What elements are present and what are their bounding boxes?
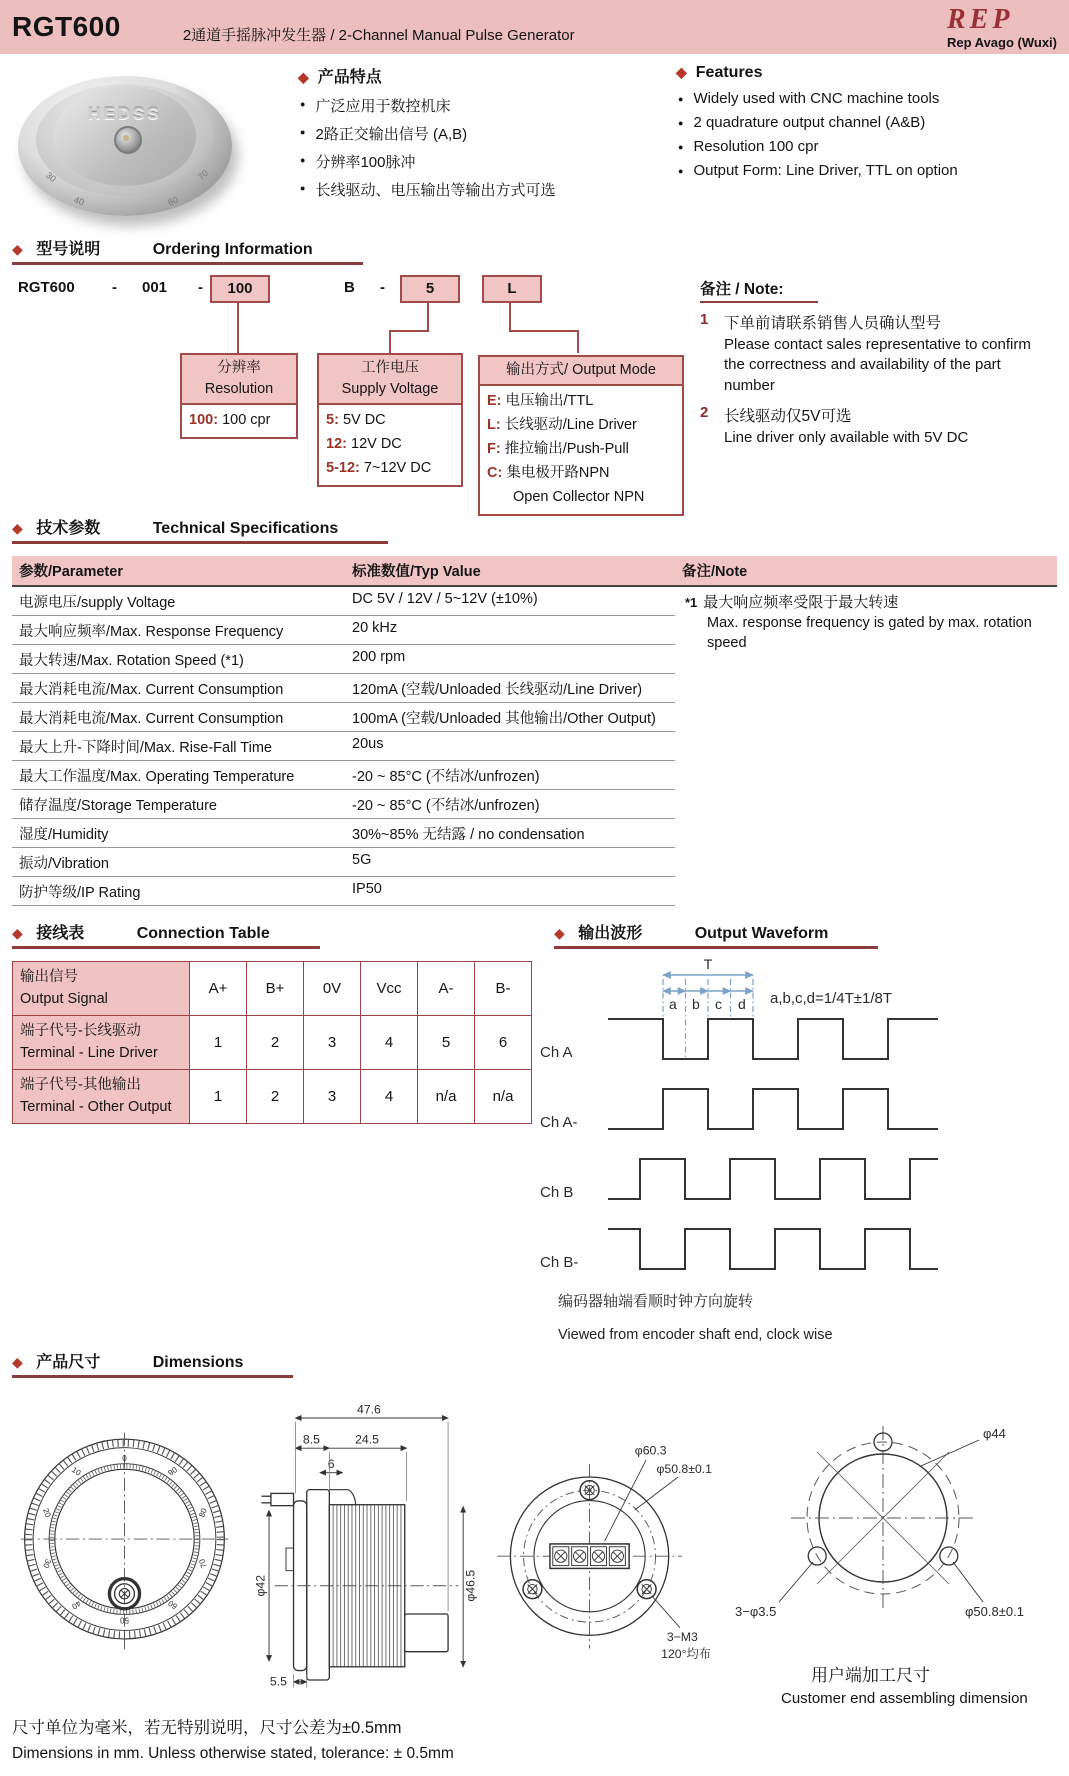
connection-cell: n/a [475, 1070, 532, 1124]
waveform-section [532, 920, 1057, 1343]
model-number: RGT600 [12, 11, 121, 42]
connection-section [12, 920, 532, 1343]
connection-cell: A- [418, 962, 475, 1016]
svg-text:50: 50 [120, 1615, 129, 1625]
front-view-drawing [18, 1390, 237, 1690]
svg-text:φ50.8±0.1: φ50.8±0.1 [964, 1604, 1024, 1619]
brand-logo [946, 3, 1057, 50]
connection-waveform-row [0, 920, 1069, 1343]
rep-logo-subtext: Rep Avago (Wuxi) [946, 34, 1057, 50]
connector-line [577, 330, 579, 353]
svg-text:Ch A: Ch A [540, 1044, 573, 1061]
diamond-icon: ◆ [12, 241, 23, 257]
header-bar [0, 0, 1069, 54]
spec-param: 最大上升-下降时间/Max. Rise-Fall Time [12, 732, 345, 761]
feature-item: ● 2 quadrature output channel (A&B) [678, 114, 926, 131]
section-title-en: Connection Table [136, 925, 270, 942]
connection-cell: 1 [190, 1016, 247, 1070]
svg-text:40: 40 [70, 1598, 83, 1611]
svg-text:Ch B-: Ch B- [540, 1254, 579, 1271]
section-title-cn: 技术参数 [36, 520, 101, 537]
feature-item: ● Resolution 100 cpr [678, 138, 819, 155]
waveform-section-title [554, 920, 878, 949]
svg-text:φ46.5: φ46.5 [463, 1569, 478, 1602]
spec-param: 最大转速/Max. Rotation Speed (*1) [12, 645, 345, 674]
note-body: 长线驱动仅5V可选 Line driver only available with 5V DC [724, 407, 969, 446]
section-title-cn: 型号说明 [36, 241, 101, 258]
connection-cell: 3 [304, 1016, 361, 1070]
spec-value: 20us [345, 732, 675, 761]
rear-screw [523, 1580, 542, 1599]
bullet-icon: ● [678, 166, 684, 176]
page-subtitle: 2通道手摇脉冲发生器 / 2-Channel Manual Pulse Generator [182, 26, 575, 44]
bullet-icon: ● [300, 183, 306, 193]
section-title-cn: 产品尺寸 [36, 1354, 101, 1371]
spec-param: 最大消耗电流/Max. Current Consumption [12, 703, 345, 732]
svg-text:90: 90 [166, 1465, 179, 1478]
connection-row-label: 端子代号-其他输出 Terminal - Other Output [13, 1070, 190, 1124]
feature-item: ● 2路正交输出信号 (A,B) [300, 126, 468, 143]
spec-value: IP50 [345, 877, 675, 906]
svg-text:φ44: φ44 [982, 1426, 1006, 1441]
feature-item: ● Output Form: Line Driver, TTL on option [678, 162, 958, 179]
connection-cell: 5 [418, 1016, 475, 1070]
spec-param: 湿度/Humidity [12, 819, 345, 848]
section-title-en: Technical Specifications [152, 520, 339, 537]
mount-caption-cn: 用户端加工尺寸 [810, 1666, 930, 1685]
connection-cell: 0V [304, 962, 361, 1016]
output-mode-legend-body: E: 电压输出/TTL L: 长线驱动/Line Driver F: 推拉输出/Push-Pull C: 集电极开路NPN Open Collector NPN [487, 393, 645, 505]
connection-row-label: 端子代号-长线驱动 Terminal - Line Driver [13, 1016, 190, 1070]
bullet-icon: ● [300, 155, 306, 165]
section-title-en: Output Waveform [694, 925, 829, 942]
footer-en: Dimensions in mm. Unless otherwise stated, tolerance: ± 0.5mm [12, 1744, 454, 1762]
mount-view-drawing [721, 1406, 1051, 1654]
output-mode-legend-box [478, 355, 684, 516]
connector-line [237, 303, 239, 353]
connector-line [509, 303, 511, 330]
svg-text:24.5: 24.5 [354, 1432, 379, 1447]
rear-view-drawing [484, 1428, 721, 1690]
rep-logo-text: REP [946, 3, 1014, 35]
svg-text:c: c [715, 996, 722, 1012]
spec-value: 30%~85% 无结露 / no condensation [345, 819, 675, 848]
handwheel-brand-text: HEDSS [88, 104, 162, 123]
rear-screw [637, 1580, 656, 1599]
specs-note-cell: *1 最大响应频率受限于最大转速 Max. response frequency is gated by max. rotation speed [685, 594, 1032, 652]
ordering-section [0, 236, 1069, 513]
specs-header-parameter: 参数/Parameter [12, 556, 345, 587]
svg-text:8.5: 8.5 [302, 1432, 320, 1447]
dial-photo-number: 60 [166, 194, 180, 208]
voltage-legend-header: 工作电压 Supply Voltage [319, 355, 461, 405]
handwheel-center-screw [114, 126, 142, 154]
connector-line [389, 330, 429, 332]
part-code-b: B [344, 279, 355, 296]
table-row [13, 962, 532, 1016]
feature-item: ● 广泛应用于数控机床 [300, 98, 451, 115]
resolution-legend-header: 分辨率 Resolution [182, 355, 296, 405]
svg-text:b: b [692, 996, 700, 1012]
note-body: 下单前请联系销售人员确认型号 Please contact sales representative to confirm the correctness and availability of the part number [724, 315, 1031, 394]
section-title-cn: 接线表 [36, 925, 85, 942]
connection-cell: 3 [304, 1070, 361, 1124]
features-cn-title: ◆ 产品特点 [298, 69, 382, 86]
spec-value: 100mA (空载/Unloaded 其他输出/Other Output) [345, 703, 675, 732]
note-number: 1 [700, 311, 709, 328]
spec-param: 防护等级/IP Rating [12, 877, 345, 906]
feature-item: ● 分辨率100脉冲 [300, 154, 416, 171]
mount-caption-en: Customer end assembling dimension [780, 1690, 1028, 1707]
connection-cell: 2 [247, 1016, 304, 1070]
spec-value: -20 ~ 85°C (不结冰/unfrozen) [345, 790, 675, 819]
connection-cell: n/a [418, 1070, 475, 1124]
part-code-dash: - [380, 279, 385, 296]
svg-text:a: a [669, 996, 677, 1012]
spec-value: 200 rpm [345, 645, 675, 674]
spec-value: 120mA (空载/Unloaded 长线驱动/Line Driver) [345, 674, 675, 703]
bullet-icon: ● [678, 118, 684, 128]
diamond-icon: ◆ [12, 520, 23, 536]
diamond-icon: ◆ [298, 69, 309, 85]
connection-cell: 4 [361, 1016, 418, 1070]
terminal-block [549, 1544, 628, 1569]
dial-photo-number: 40 [72, 194, 86, 208]
connection-cell: B+ [247, 962, 304, 1016]
svg-text:47.6: 47.6 [356, 1402, 381, 1417]
note-number: 2 [700, 403, 709, 421]
side-view-drawing [237, 1390, 484, 1708]
diamond-icon: ◆ [12, 1354, 23, 1370]
feature-item: ● 长线驱动、电压输出等输出方式可选 [300, 182, 556, 199]
svg-text:80: 80 [197, 1507, 209, 1519]
dimensions-section-title [12, 1349, 293, 1378]
part-code-prefix: RGT600 [18, 279, 75, 296]
svg-text:φ60.3: φ60.3 [634, 1443, 667, 1458]
connection-cell: B- [475, 962, 532, 1016]
spec-param: 最大消耗电流/Max. Current Consumption [12, 674, 345, 703]
svg-text:T: T [703, 959, 713, 972]
svg-text:0: 0 [122, 1453, 127, 1463]
diamond-icon: ◆ [554, 925, 565, 941]
resolution-legend-body: 100: 100 cpr [189, 412, 271, 429]
table-row [13, 1016, 532, 1070]
spec-param: 储存温度/Storage Temperature [12, 790, 345, 819]
svg-text:d: d [738, 996, 746, 1012]
section-title-cn: 输出波形 [578, 925, 643, 942]
dimension-drawings [12, 1388, 1057, 1708]
svg-text:5.5: 5.5 [269, 1674, 287, 1689]
diamond-icon: ◆ [12, 925, 23, 941]
product-photo [10, 64, 250, 222]
section-title-en: Dimensions [152, 1354, 244, 1371]
ordering-note-title: 备注 / Note: [700, 277, 818, 303]
connection-row-label: 输出信号 Output Signal [13, 962, 190, 1016]
features-en-title: ◆ Features [676, 64, 763, 81]
ordering-diagram [12, 275, 1057, 513]
section-title-en: Ordering Information [152, 241, 313, 258]
connection-section-title [12, 920, 320, 949]
dial-photo-number: 30 [43, 169, 59, 185]
svg-text:φ50.8±0.1: φ50.8±0.1 [655, 1462, 712, 1477]
features-en [658, 64, 1056, 222]
svg-text:120°均布: 120°均布 [660, 1646, 711, 1661]
svg-text:6: 6 [327, 1456, 335, 1471]
part-code-series: 001 [142, 279, 168, 296]
spec-param: 最大响应频率/Max. Response Frequency [12, 616, 345, 645]
connection-cell: A+ [190, 962, 247, 1016]
svg-text:30: 30 [41, 1557, 53, 1570]
connection-table [12, 961, 532, 1124]
bullet-icon: ● [678, 94, 684, 104]
footer-cn: 尺寸单位为毫米，若无特别说明，尺寸公差为±0.5mm [12, 1719, 402, 1737]
mount-drawing-block [721, 1390, 1051, 1707]
svg-text:3−M3: 3−M3 [666, 1629, 698, 1644]
connection-cell: 1 [190, 1070, 247, 1124]
svg-text:20: 20 [41, 1507, 53, 1519]
svg-text:70: 70 [197, 1557, 209, 1570]
spec-param: 电源电压/supply Voltage [12, 587, 345, 616]
part-code-dash: - [198, 279, 203, 296]
connection-cell: 6 [475, 1016, 532, 1070]
spec-param: 最大工作温度/Max. Operating Temperature [12, 761, 345, 790]
resolution-legend-box [180, 353, 298, 439]
specs-section-title [12, 515, 388, 544]
ordering-section-title [12, 236, 363, 265]
svg-text:60: 60 [166, 1598, 179, 1611]
dial-photo-number: 70 [195, 167, 211, 183]
svg-text:3−φ3.5: 3−φ3.5 [734, 1604, 777, 1619]
spec-value: -20 ~ 85°C (不结冰/unfrozen) [345, 761, 675, 790]
bullet-icon: ● [678, 142, 684, 152]
spec-value: 5G [345, 848, 675, 877]
connector-line [509, 330, 579, 332]
ordering-note-item [700, 404, 1050, 448]
specs-table [12, 556, 1057, 906]
connection-cell: Vcc [361, 962, 418, 1016]
waveform-caption-cn: 编码器轴端看顺时钟方向旋转 [558, 1293, 754, 1310]
ordering-note [700, 277, 1050, 456]
dimensions-section [0, 1349, 1069, 1708]
part-code-voltage-box: 5 [400, 275, 460, 303]
part-code-resolution-box: 100 [210, 275, 270, 303]
connector-line [389, 330, 391, 353]
specs-header-note: 备注/Note [675, 556, 1057, 587]
svg-text:φ42: φ42 [252, 1574, 267, 1597]
spec-param: 振动/Vibration [12, 848, 345, 877]
svg-text:a,b,c,d=1/4T±1/8T: a,b,c,d=1/4T±1/8T [770, 990, 893, 1007]
connection-cell: 2 [247, 1070, 304, 1124]
bullet-icon: ● [300, 99, 306, 109]
svg-text:Ch B: Ch B [540, 1184, 574, 1201]
specs-section [0, 515, 1069, 906]
part-code-output-box: L [482, 275, 542, 303]
connection-cell: 4 [361, 1070, 418, 1124]
bullet-icon: ● [300, 127, 306, 137]
voltage-legend-body: 5: 5V DC 12: 12V DC 5-12: 7~12V DC [326, 412, 432, 476]
waveform-caption-en: Viewed from encoder shaft end, clock wise [558, 1327, 833, 1343]
connector-line [427, 303, 429, 330]
part-code-dash: - [112, 279, 117, 296]
intro-section [0, 54, 1069, 224]
ordering-note-item [700, 311, 1050, 396]
waveform-diagram [538, 959, 958, 1281]
spec-value: 20 kHz [345, 616, 675, 645]
footer-tolerance-note [0, 1708, 1069, 1776]
table-row [13, 1070, 532, 1124]
svg-text:Ch A-: Ch A- [540, 1114, 578, 1131]
diamond-icon: ◆ [676, 64, 687, 80]
svg-text:10: 10 [70, 1465, 83, 1478]
specs-header-value: 标准数值/Typ Value [345, 556, 675, 587]
voltage-legend-box [317, 353, 463, 487]
front-view-knob [109, 1579, 139, 1609]
features-cn [250, 64, 658, 222]
output-mode-legend-header: 输出方式/ Output Mode [480, 357, 682, 386]
spec-value: DC 5V / 12V / 5~12V (±10%) [345, 587, 675, 616]
feature-item: ● Widely used with CNC machine tools [678, 90, 940, 107]
